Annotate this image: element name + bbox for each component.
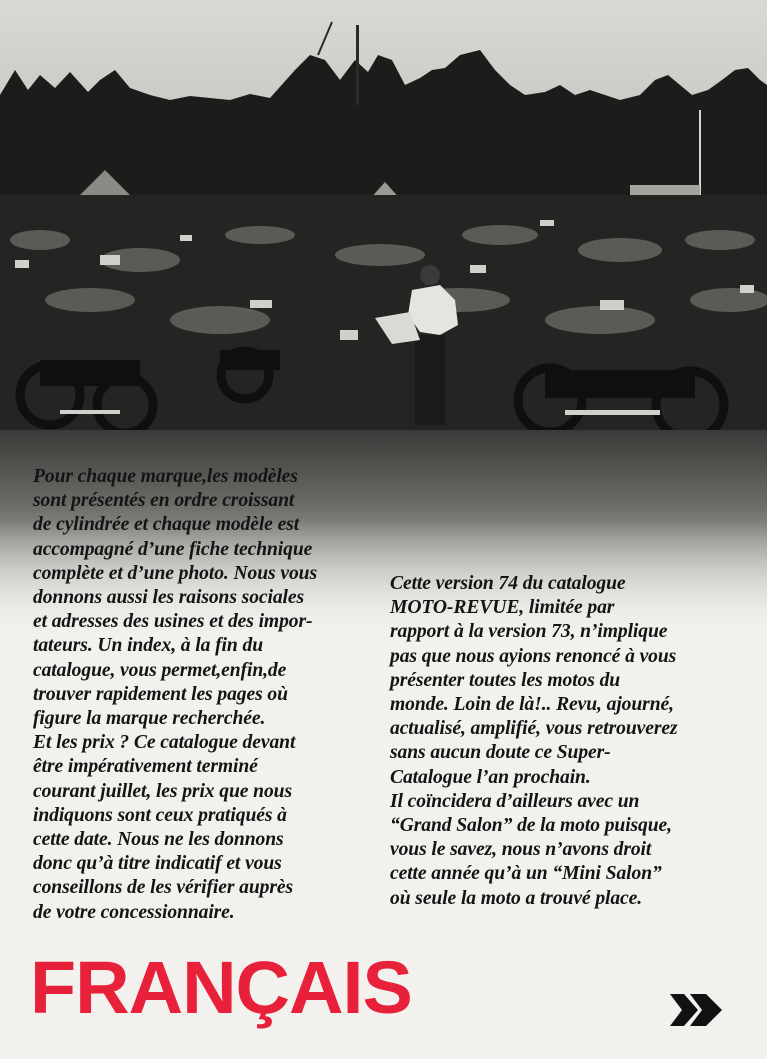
text-line: actualisé, amplifié, vous retrouverez: [390, 718, 678, 740]
text-line: donc qu’à titre indicatif et vous: [33, 853, 282, 875]
text-line: où seule la moto a trouvé place.: [390, 887, 643, 909]
left-text-column: [33, 465, 373, 925]
text-line: “Grand Salon” de la moto puisque,: [390, 815, 672, 837]
text-line: pas que nous ayions renoncé à vous: [390, 645, 677, 667]
text-line: Et les prix ? Ce catalogue devant: [33, 732, 296, 754]
text-line: de votre concessionnaire.: [33, 901, 235, 923]
text-line: figure la marque recherchée.: [33, 708, 266, 730]
text-line: Pour chaque marque,les modèles: [33, 466, 298, 487]
text-line: trouver rapidement les pages où: [33, 683, 288, 705]
text-line: cette année qu’à un “Mini Salon”: [390, 863, 662, 885]
text-line: cette date. Nous ne les donnons: [33, 829, 284, 851]
text-line: accompagné d’une fiche technique: [33, 538, 313, 560]
text-line: Catalogue l’an prochain.: [390, 766, 591, 788]
text-line: et adresses des usines et des impor-: [33, 611, 313, 633]
text-line: présenter toutes les motos du: [390, 669, 621, 691]
text-line: conseillons de les vérifier auprès: [33, 877, 294, 899]
text-line: monde. Loin de là!.. Revu, ajourné,: [390, 694, 674, 716]
section-heading: FRANÇAIS: [30, 946, 412, 1029]
text-line: vous le savez, nous n’avons droit: [390, 839, 652, 861]
text-line: de cylindrée et chaque modèle est: [33, 514, 300, 536]
text-line: Il coïncidera d’ailleurs avec un: [390, 790, 640, 812]
text-line: donnons aussi les raisons sociales: [33, 587, 304, 609]
text-line: MOTO-REVUE, limitée par: [390, 597, 615, 619]
right-text-column: [390, 572, 740, 911]
text-line: tateurs. Un index, à la fin du: [33, 635, 263, 657]
text-line: complète et d’une photo. Nous vous: [33, 562, 317, 584]
text-line: être impérativement terminé: [33, 756, 258, 778]
text-line: sans aucun doute ce Super-: [390, 742, 611, 764]
double-chevron-right-icon[interactable]: [668, 990, 724, 1030]
text-line: indiquons sont ceux pratiqués à: [33, 804, 287, 826]
text-line: Cette version 74 du catalogue: [390, 573, 626, 594]
text-line: catalogue, vous permet,enfin,de: [33, 659, 287, 681]
text-line: sont présentés en ordre croissant: [33, 490, 295, 512]
text-line: rapport à la version 73, n’implique: [390, 621, 668, 643]
text-line: courant juillet, les prix que nous: [33, 780, 292, 802]
